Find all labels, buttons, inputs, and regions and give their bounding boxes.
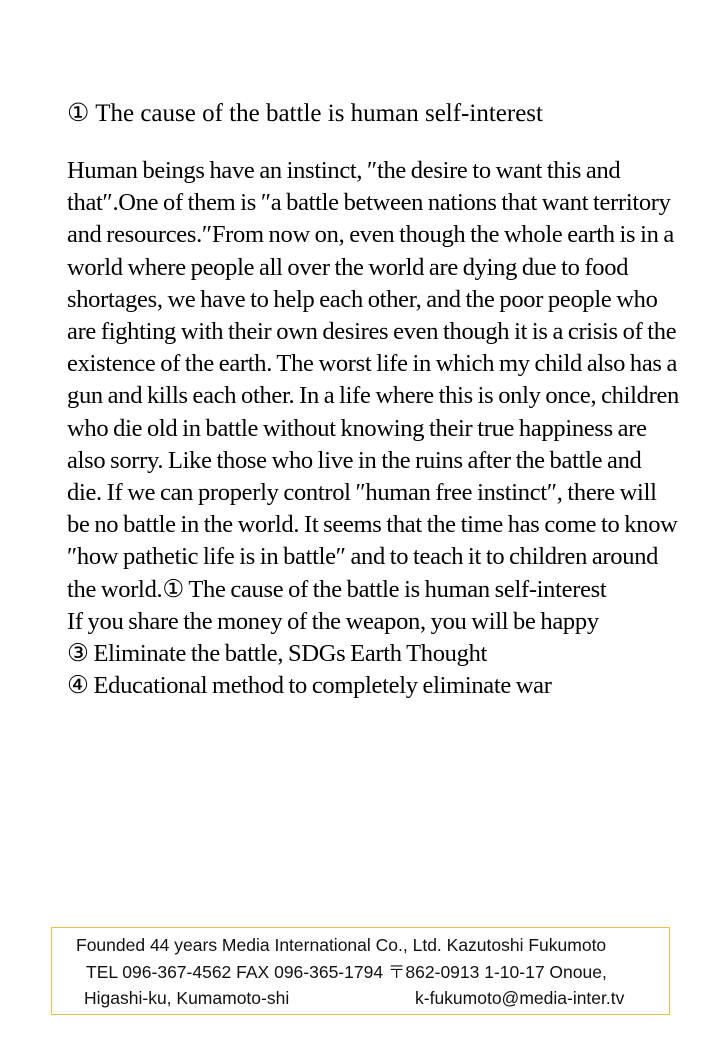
footer-company-line: Founded 44 years Media International Co., Ltd. Kazutoshi Fukumoto <box>76 935 607 955</box>
body-line-share-money: If you share the money of the weapon, you will be happy <box>67 607 599 635</box>
section-heading: ① The cause of the battle is human self-interest <box>67 100 543 127</box>
footer-email-text: k-fukumoto@media-inter.tv <box>415 988 625 1008</box>
body-line-eliminate-battle: ③ Eliminate the battle, SDGs Earth Thought <box>67 640 488 668</box>
body-text <box>67 155 679 702</box>
body-line-educational-method: ④ Educational method to completely eliminate war <box>67 672 552 700</box>
footer-contact-box <box>51 927 670 1015</box>
footer-phone-address-line: TEL 096-367-4562 FAX 096-365-1794 〒862-0913 1-10-17 Onoue, <box>86 962 607 982</box>
footer-city-text: Higashi-ku, Kumamoto-shi <box>84 988 290 1008</box>
body-paragraph: Human beings have an instinct, ″the desire to want this and that″.One of them is ″a battle between nations that want territory and resources.″From now on, even though the whole earth is in a world where people all over the world are dying due to food shortages, we have to help each other, and the poor people who are fighting with their own desires even though it is a crisis of the existence of the earth. The worst life in which my child also has a gun and kills each other. In a life where this is only once, children who die old in battle without knowing their true happiness are also sorry. Like those who live in the ruins after the battle and die. If we can properly control ″human free instinct″, there will be no battle in the world. It seems that the time has come to know ″how pathetic life is in battle″ and to teach it to children around the world.① The cause of the battle is human self-interest <box>67 157 679 603</box>
